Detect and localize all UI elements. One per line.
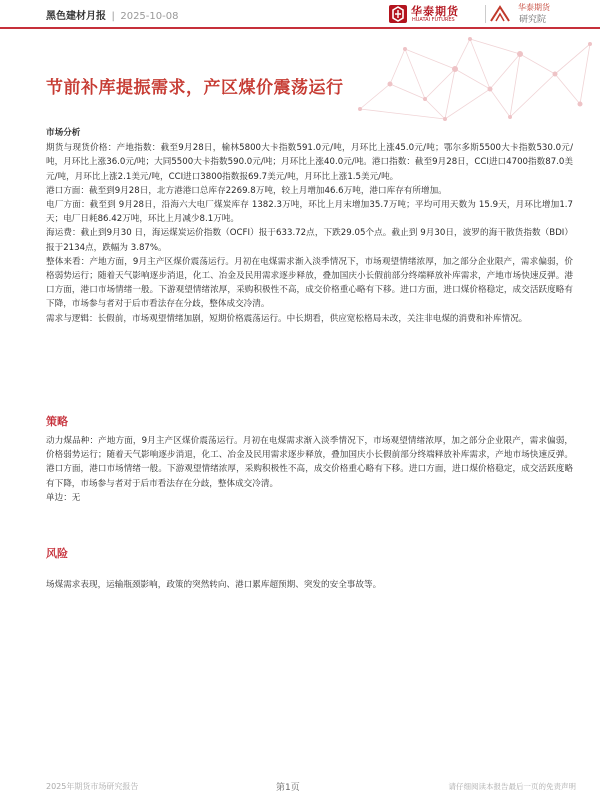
risk-heading: 风险	[46, 547, 68, 560]
market-analysis-section	[46, 126, 573, 326]
research-logo-icon	[490, 5, 510, 23]
market-paragraph-overall: 整体来看：产地方面，9月主产区煤价震荡运行。月初在电煤需求渐入淡季情况下，市场观望情绪浓厚，加之部分企业限产，需求偏弱，价格弱势运行；随着天气影响逐步消退，化工、冶金及民用需求逐步释放，叠加国庆小长假前部分终端释放补库需求，产地市场快速反弹。港口方面，港口市场情绪一般。下游观望情绪浓厚，采购积极性不高，成交价格重心略有下移。进口方面，进口煤价格稳定，成交活跃度略有下降，市场参与者对于后市看法存在分歧，整体成交冷清。	[46, 256, 573, 310]
strategy-heading: 策略	[46, 415, 68, 428]
market-paragraph-port: 港口方面：截至到9月28日，北方港港口总库存2269.8万吨，较上月增加46.6万吨，港口库存有所增加。	[46, 185, 447, 196]
report-header	[46, 7, 178, 22]
risk-text: 场煤需求表现，运输瓶颈影响，政策的突然转向、港口累库超预期、突发的安全事故等。	[46, 580, 382, 590]
market-paragraph-power-plant: 电厂方面：截至到 9月28日，沿海六大电厂煤炭库存 1382.3万吨，环比上月末增加35.7万吨；平均可用天数为 15.9天，月环比增加1.7天；电厂日耗86.42万吨，环比上月减少8.1万吨。	[46, 200, 573, 225]
research-institute-logo	[490, 2, 560, 28]
market-analysis-heading: 市场分析	[46, 128, 81, 138]
huatai-logo-icon	[388, 4, 408, 24]
header-divider	[485, 5, 486, 23]
report-date: 2025-10-08	[120, 11, 179, 22]
market-paragraph-logic: 需求与逻辑：长假前，市场观望情绪加剧，短期价格震荡运行。中长期看，供应宽松格局未改，关注非电煤的消费和补库情况。	[46, 313, 528, 324]
footer-disclaimer-note: 请仔细阅读本报告最后一页的免责声明	[448, 782, 576, 791]
strategy-section	[46, 434, 573, 505]
strategy-paragraph-single-side: 单边：无	[46, 492, 81, 503]
header-separator: |	[111, 11, 115, 22]
strategy-paragraph-thermal-coal: 动力煤品种：产地方面，9月主产区煤价震荡运行。月初在电煤需求渐入淡季情况下，市场观望情绪浓厚，加之部分企业限产，需求偏弱，价格弱势运行；随着天气影响逐步消退，化工、冶金及民用需求逐步释放，叠加国庆小长假前部分终端释放补库需求，产地市场快速反弹。港口方面，港口市场情绪一般。下游观望情绪浓厚，采购积极性不高，成交价格重心略有下移。进口方面，进口煤价格稳定，成交活跃度略有下降，市场参与者对于后市看法存在分歧，整体成交冷清。	[46, 436, 573, 489]
network-decoration	[350, 29, 600, 124]
huatai-futures-logo	[388, 2, 482, 28]
page-title: 节前补库提振需求，产区煤价震荡运行	[46, 78, 344, 98]
market-paragraph-freight: 海运费：截止到9月30 日，海运煤炭运价指数（OCFI）报于633.72点，下跌29.05个点。截止到 9月30日，波罗的海干散货指数（BDI）报于2134点，跌幅为 3.87%。	[46, 228, 573, 253]
report-name: 黑色建材月报	[46, 11, 106, 22]
page-number: 第1页	[276, 783, 300, 793]
institute-line1: 华泰期货	[518, 3, 550, 12]
logo-cn-text: 华泰期货	[411, 5, 459, 18]
market-paragraph-prices: 期货与现货价格：产地指数：截至9月28日，榆林5800大卡指数591.0元/吨，月环比上涨45.0元/吨；鄂尔多斯5500大卡指数530.0元/吨，月环比上涨36.0元/吨；大同5500大卡指数590.0元/吨；月环比上涨40.0元/吨。港口指数：截至9月28日，CCI进口4700指数87.0美元/吨，月环比上涨2.1美元/吨，CCI进口3800指数报69.7美元/吨，月环比上涨1.5美元/吨。	[46, 143, 573, 182]
institute-line2: 研究院	[519, 15, 547, 25]
footer-report-type: 2025年期货市场研究报告	[46, 782, 139, 791]
logo-en-text: HUATAI FUTURES	[412, 17, 455, 23]
